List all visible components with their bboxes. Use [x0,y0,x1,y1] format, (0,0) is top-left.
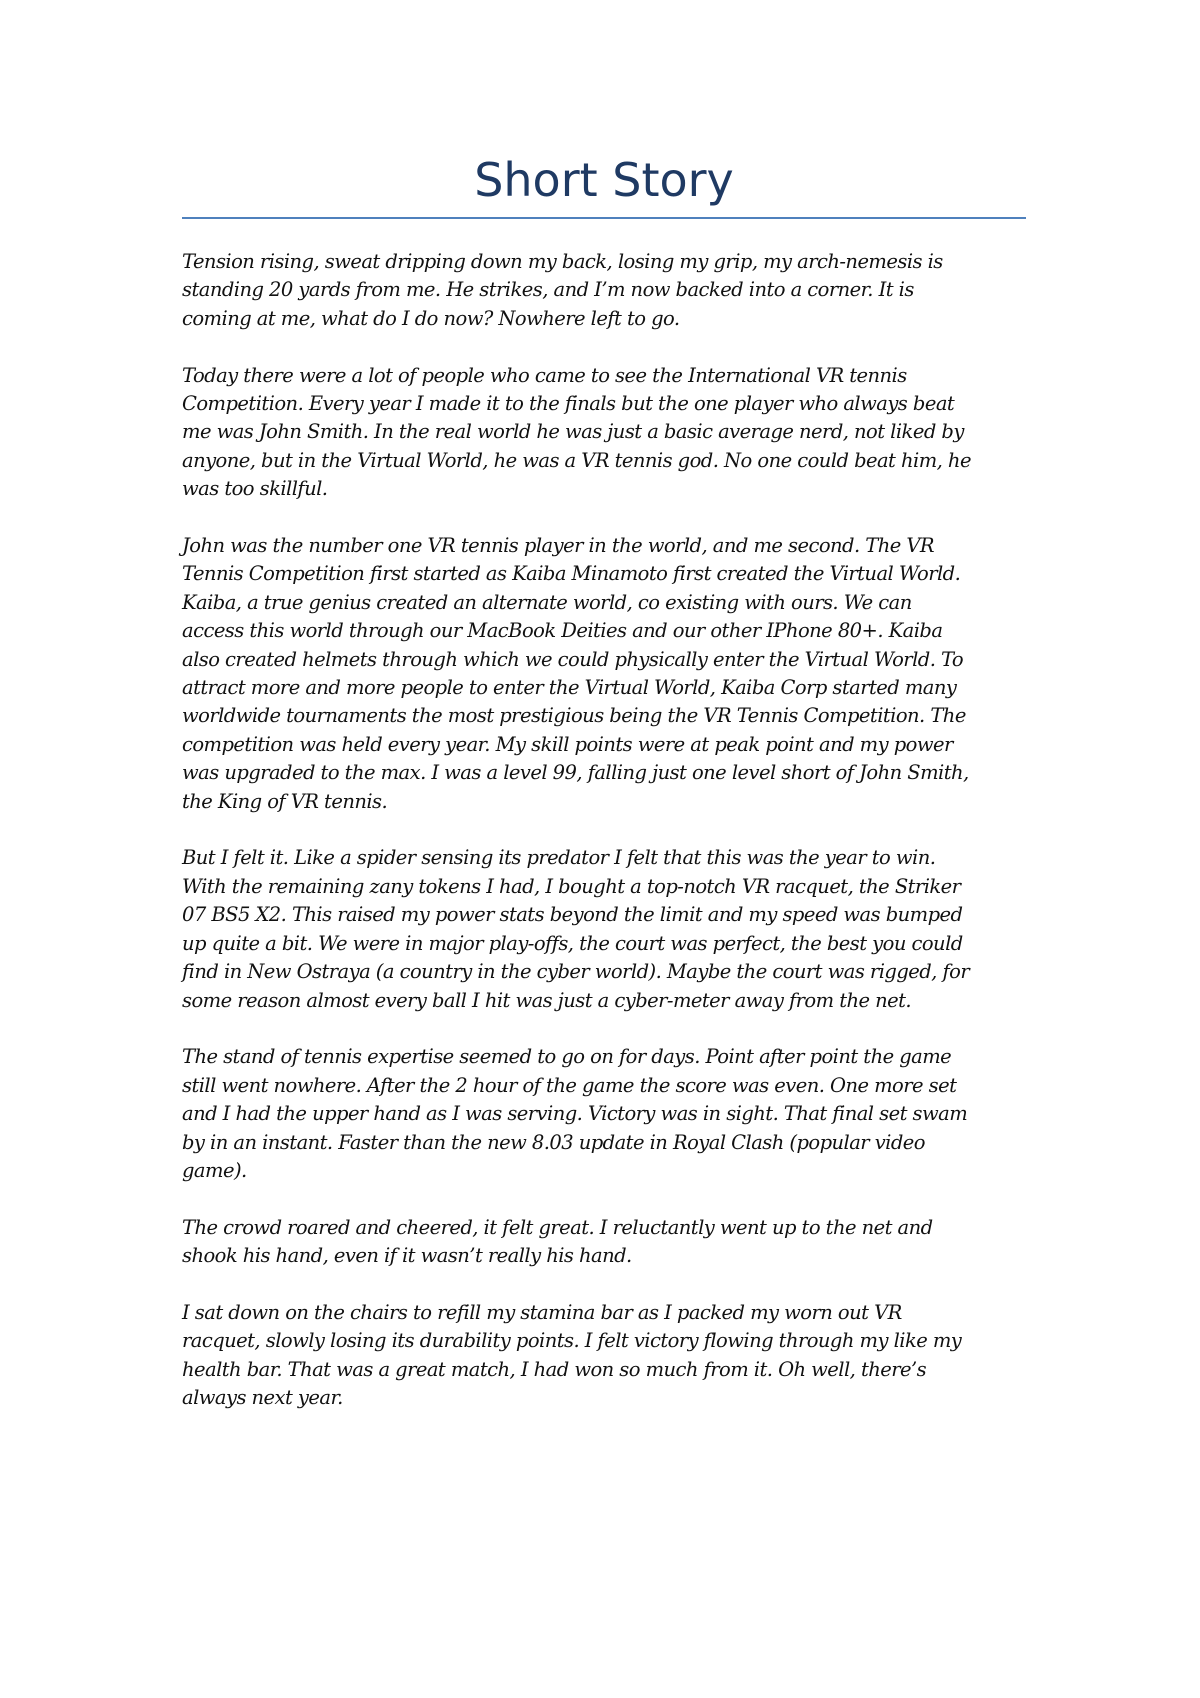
paragraph-line: by in an instant. Faster than the new 8.03 update in Royal Clash (popular video [182,1130,925,1154]
paragraph-line: was upgraded to the max. I was a level 99, falling just one level short of John Smith, [182,761,969,785]
paragraph-line: standing 20 yards from me. He strikes, and I’m now backed into a corner. It is [182,278,914,302]
paragraph-line: The stand of tennis expertise seemed to go on for days. Point after point the game [182,1045,952,1069]
paragraph-line: anyone, but in the Virtual World, he was a VR tennis god. No one could beat him, he [182,448,971,472]
paragraph-line: the King of VR tennis. [182,789,388,813]
paragraph-line: competition was held every year. My skill points were at peak point and my power [182,732,953,756]
paragraph-line: access this world through our MacBook Deities and our other IPhone 80+. Kaiba [182,619,943,643]
paragraph-line: John was the number one VR tennis player in the world, and me second. The VR [182,534,935,558]
story-paragraph [182,362,1026,504]
paragraph-line: With the remaining zany tokens I had, I bought a top-notch VR racquet, the Striker [182,874,961,898]
story-body [182,248,1026,1441]
document-title: Short Story [474,153,734,207]
paragraph-line: up quite a bit. We were in major play-offs, the court was perfect, the best you could [182,931,963,955]
paragraph-line: some reason almost every ball I hit was just a cyber-meter away from the net. [182,988,912,1012]
paragraph-line: Kaiba, a true genius created an alternate world, co existing with ours. We can [182,590,912,614]
paragraph-line: me was John Smith. In the real world he was just a basic average nerd, not liked by [182,420,964,444]
paragraph-line: health bar. That was a great match, I had won so much from it. Oh well, there’s [182,1357,927,1381]
paragraph-line: racquet, slowly losing its durability points. I felt victory flowing through my like my [182,1329,962,1353]
paragraph-line: Tennis Competition first started as Kaiba Minamoto first created the Virtual World. [182,562,961,586]
paragraph-line: 07 BS5 X2. This raised my power stats beyond the limit and my speed was bumped [182,903,963,927]
paragraph-line: I sat down on the chairs to refill my stamina bar as I packed my worn out VR [182,1300,902,1324]
paragraph-line: worldwide tournaments the most prestigious being the VR Tennis Competition. The [182,704,966,728]
paragraph-line: But I felt it. Like a spider sensing its predator I felt that this was the year to win. [182,846,936,870]
story-paragraph [182,248,1026,333]
paragraph-line: and I had the upper hand as I was serving. Victory was in sight. That final set swam [182,1102,968,1126]
story-paragraph [182,844,1026,1014]
paragraph-line: still went nowhere. After the 2 hour of the game the score was even. One more set [182,1073,957,1097]
paragraph-line: Competition. Every year I made it to the finals but the one player who always beat [182,392,955,416]
paragraph-line: always next year. [182,1386,343,1410]
paragraph-line: Today there were a lot of people who came to see the International VR tennis [182,363,907,387]
paragraph-line: also created helmets through which we could physically enter the Virtual World. To [182,647,964,671]
paragraph-line: shook his hand, even if it wasn’t really his hand. [182,1244,632,1268]
story-paragraph [182,1299,1026,1413]
paragraph-line: attract more and more people to enter the Virtual World, Kaiba Corp started many [182,676,957,700]
story-paragraph [182,532,1026,816]
story-paragraph [182,1214,1026,1271]
title-underline-rule [182,217,1026,219]
paragraph-line: The crowd roared and cheered, it felt great. I reluctantly went up to the net and [182,1215,933,1239]
story-paragraph [182,1043,1026,1185]
paragraph-line: game). [182,1158,247,1182]
paragraph-line: was too skillful. [182,477,328,501]
paragraph-line: coming at me, what do I do now? Nowhere left to go. [182,306,680,330]
paragraph-line: Tension rising, sweat dripping down my back, losing my grip, my arch-nemesis is [182,250,943,273]
paragraph-line: find in New Ostraya (a country in the cyber world). Maybe the court was rigged, for [182,960,970,984]
